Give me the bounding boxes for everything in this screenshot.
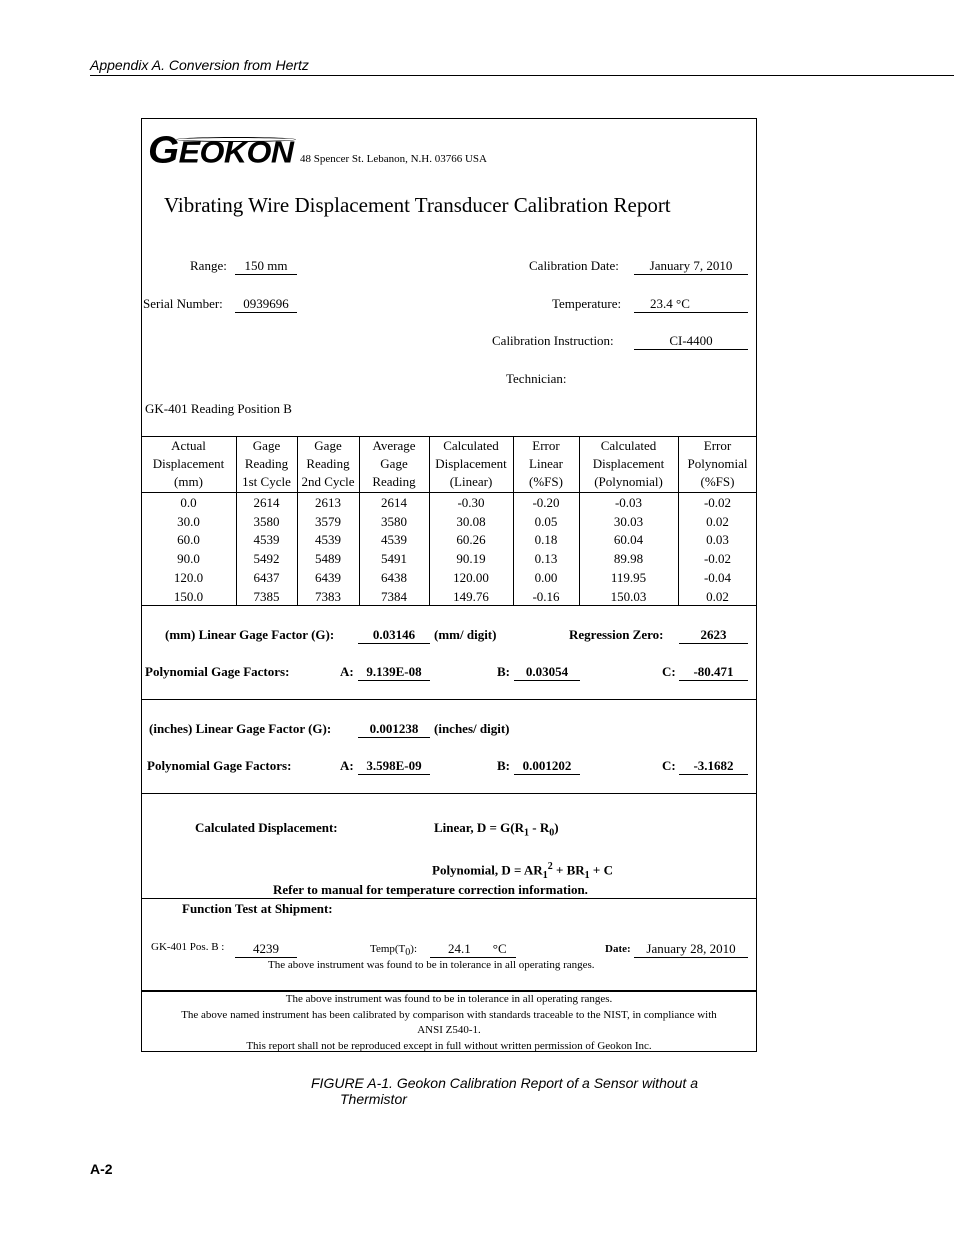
table-cell: -0.02 xyxy=(703,495,732,510)
table-header-line: Error xyxy=(532,438,560,453)
company-address: 48 Spencer St. Lebanon, N.H. 03766 USA xyxy=(300,153,487,165)
table-cell: 30.08 xyxy=(456,513,486,529)
inch-linear-gage-factor-label: (inches) Linear Gage Factor (G): xyxy=(149,721,332,736)
table-cell: -0.20 xyxy=(532,495,560,510)
table-cell: 3579 xyxy=(315,513,341,529)
table-cell: 7385 xyxy=(253,588,280,604)
linear-formula: Linear, $D = G(R_1 - R_0)$ xyxy=(434,820,559,839)
mm-linear-gage-factor-unit: (mm/ digit) xyxy=(434,627,497,642)
mm-c-value: -80.471 xyxy=(679,664,748,681)
table-cell: 5491 xyxy=(381,551,407,567)
table-cell: 5489 xyxy=(315,551,341,567)
table-cell: 6438 xyxy=(381,569,407,585)
table-cell: 60.26 xyxy=(456,532,486,548)
table-cell: 2614 xyxy=(253,495,280,510)
mm-linear-gage-factor-value: 0.03146 xyxy=(358,627,430,644)
table-header-line: 1st Cycle xyxy=(242,474,291,489)
calibration-instruction-label: Calibration Instruction: xyxy=(492,333,614,348)
mm-a-label: A: xyxy=(340,664,354,679)
table-header-line: (Polynomial) xyxy=(594,474,663,489)
section-rule-3 xyxy=(141,898,757,899)
table-cell: -0.16 xyxy=(532,588,560,604)
table-header-line: Error xyxy=(703,438,732,453)
table-cell: 0.02 xyxy=(706,513,729,529)
technician-label: Technician: xyxy=(506,371,567,386)
table-header-line: Displacement xyxy=(152,456,225,471)
table-cell: 0.02 xyxy=(706,588,729,604)
function-test-temp-value: 24.1 xyxy=(448,941,471,956)
calibration-date-label: Calibration Date: xyxy=(529,258,619,273)
table-header-cell xyxy=(141,437,236,491)
table-header-line: Actual xyxy=(171,438,206,453)
table-cell: 0.18 xyxy=(534,532,558,548)
table-cell: 0.03 xyxy=(706,532,729,548)
table-cell: -0.03 xyxy=(614,495,643,510)
table-cell: 60.0 xyxy=(177,532,200,548)
temperature-label: Temperature: xyxy=(552,296,622,311)
table-header-line: Reading xyxy=(306,456,350,471)
report-footer xyxy=(141,992,757,1054)
mm-b-value: 0.03054 xyxy=(514,664,580,681)
table-cell: 0.0 xyxy=(180,495,197,510)
table-cell: 6439 xyxy=(315,569,341,585)
table-cell: 7383 xyxy=(315,588,341,604)
section-rule-1 xyxy=(141,699,757,700)
table-header-rule xyxy=(141,492,757,493)
inch-a-label: A: xyxy=(340,758,354,773)
table-header-cell xyxy=(297,437,359,491)
table-cell: 150.0 xyxy=(173,588,204,604)
table-cell: 6437 xyxy=(253,569,280,585)
figure-caption xyxy=(311,1075,698,1107)
table-header-line: Calculated xyxy=(443,438,499,453)
mm-polynomial-gage-factors-label: Polynomial Gage Factors: xyxy=(145,664,290,679)
mm-b-label: B: xyxy=(497,664,510,679)
table-cell: 3580 xyxy=(381,513,407,529)
footer-line-2: The above named instrument has been calibrated by comparison with standards traceable to the NIST, in compliance with xyxy=(181,1008,717,1021)
function-test-pos-value: 4239 xyxy=(235,941,297,958)
polynomial-formula: Polynomial, $D = AR_1^2 + BR_1 + C$ xyxy=(432,861,613,881)
table-cell: 30.0 xyxy=(177,513,200,529)
footer-line-3: ANSI Z540-1. xyxy=(417,1024,481,1036)
table-header-cell xyxy=(429,437,513,491)
table-cell: 7384 xyxy=(381,588,407,604)
table-header-line: 2nd Cycle xyxy=(301,474,355,489)
table-header-cell xyxy=(513,437,579,491)
caption-line-1: FIGURE A-1. Geokon Calibration Report of a Sensor without a xyxy=(311,1075,698,1091)
range-value: 150 mm xyxy=(235,258,297,275)
reading-position: GK-401 Reading Position B xyxy=(145,401,292,416)
table-cell: 5492 xyxy=(253,551,280,567)
header-rule xyxy=(90,75,954,76)
table-header-line: (mm) xyxy=(174,474,203,489)
function-test-title: Function Test at Shipment: xyxy=(182,901,333,916)
table-cell: 119.95 xyxy=(610,569,647,585)
table-header-line: (%FS) xyxy=(700,474,735,489)
inch-c-value: -3.1682 xyxy=(679,758,748,775)
table-cell: 149.76 xyxy=(453,588,489,604)
table-cell: 0.00 xyxy=(534,569,558,585)
footer-line-4: This report shall not be reproduced except in full without written permission of Geokon Inc. xyxy=(246,1039,652,1052)
table-header-line: Calculated xyxy=(600,438,657,453)
mm-linear-gage-factor-label: (mm) Linear Gage Factor (G): xyxy=(165,627,335,642)
table-cell: 120.00 xyxy=(453,569,489,585)
temperature-value: 23.4 °C xyxy=(634,296,748,313)
table-cell: 89.98 xyxy=(613,551,644,567)
table-header-cell xyxy=(678,437,757,491)
table-cell: 2613 xyxy=(315,495,341,510)
regression-zero-label: Regression Zero: xyxy=(569,627,664,642)
inch-c-label: C: xyxy=(662,758,676,773)
table-cell: 4539 xyxy=(315,532,341,548)
inch-a-value: 3.598E-09 xyxy=(358,758,430,775)
inch-linear-gage-factor-unit: (inches/ digit) xyxy=(434,721,510,736)
temperature-correction-note: Refer to manual for temperature correction information. xyxy=(273,882,588,897)
calculated-displacement-label: Calculated Displacement: xyxy=(195,820,338,835)
table-header-line: Average xyxy=(372,438,416,453)
table-cell: 0.05 xyxy=(534,513,558,529)
function-test-temp-label: $Temp(T_0)$: xyxy=(370,943,418,959)
mm-a-value: 9.139E-08 xyxy=(358,664,430,681)
serial-number-value: 0939696 xyxy=(235,296,297,313)
table-header-line: Gage xyxy=(380,456,408,471)
table-header-line: Linear xyxy=(529,456,563,471)
table-header-line: Reading xyxy=(244,456,289,471)
table-header-line: Displacement xyxy=(592,456,665,471)
table-cell: -0.30 xyxy=(457,495,485,510)
table-cell: 4539 xyxy=(253,532,280,548)
serial-number-label: Serial Number: xyxy=(143,296,223,311)
report-title: Vibrating Wire Displacement Transducer Calibration Report xyxy=(164,193,671,217)
table-cell: 4539 xyxy=(381,532,407,548)
function-test-temp-unit: °C xyxy=(492,941,507,956)
geokon-logo: GEOKON xyxy=(148,129,294,171)
table-header-line: Reading xyxy=(372,474,416,489)
table-cell: 150.03 xyxy=(610,588,647,604)
table-header-cell xyxy=(359,437,429,491)
table-cell: 120.0 xyxy=(173,569,204,585)
table-cell: 0.13 xyxy=(534,551,558,567)
table-header-line: Gage xyxy=(314,438,342,453)
calibration-instruction-value: CI-4400 xyxy=(634,333,748,350)
table-header-cell xyxy=(236,437,297,491)
inch-b-label: B: xyxy=(497,758,510,773)
inch-polynomial-gage-factors-label: Polynomial Gage Factors: xyxy=(147,758,292,773)
function-test-pos-label: GK-401 Pos. B : xyxy=(151,941,225,953)
table-cell: 60.04 xyxy=(613,532,644,548)
page-number: A-2 xyxy=(90,1161,113,1177)
function-test-date-label: Date: xyxy=(605,943,631,955)
table-header-line: (Linear) xyxy=(449,474,493,489)
table-cell: -0.04 xyxy=(703,569,732,585)
table-cell: -0.02 xyxy=(703,551,732,567)
running-header: Appendix A. Conversion from Hertz xyxy=(90,57,309,73)
table-cell: 3580 xyxy=(253,513,280,529)
function-test-date-value: January 28, 2010 xyxy=(634,941,748,958)
table-header-line: Displacement xyxy=(435,456,507,471)
regression-zero-value: 2623 xyxy=(679,627,748,644)
table-cell: 90.0 xyxy=(177,551,200,567)
function-test-temp-field xyxy=(430,941,516,958)
caption-line-2: Thermistor xyxy=(340,1091,407,1107)
table-cell: 2614 xyxy=(381,495,407,510)
inch-b-value: 0.001202 xyxy=(514,758,580,775)
table-cell: 90.19 xyxy=(456,551,486,567)
section-rule-2 xyxy=(141,793,757,794)
table-cell: 30.03 xyxy=(613,513,644,529)
table-header-cell xyxy=(579,437,678,491)
calibration-date-value: January 7, 2010 xyxy=(634,258,748,275)
mm-c-label: C: xyxy=(662,664,676,679)
footer-line-1: The above instrument was found to be in tolerance in all operating ranges. xyxy=(285,993,613,1005)
inch-linear-gage-factor-value: 0.001238 xyxy=(358,721,430,738)
table-header-line: Gage xyxy=(252,438,281,453)
range-label: Range: xyxy=(190,258,227,273)
function-test-tolerance: The above instrument was found to be in tolerance in all operating ranges. xyxy=(268,959,595,971)
table-header-line: Polynomial xyxy=(687,456,748,471)
table-header-line: (%FS) xyxy=(529,474,563,489)
